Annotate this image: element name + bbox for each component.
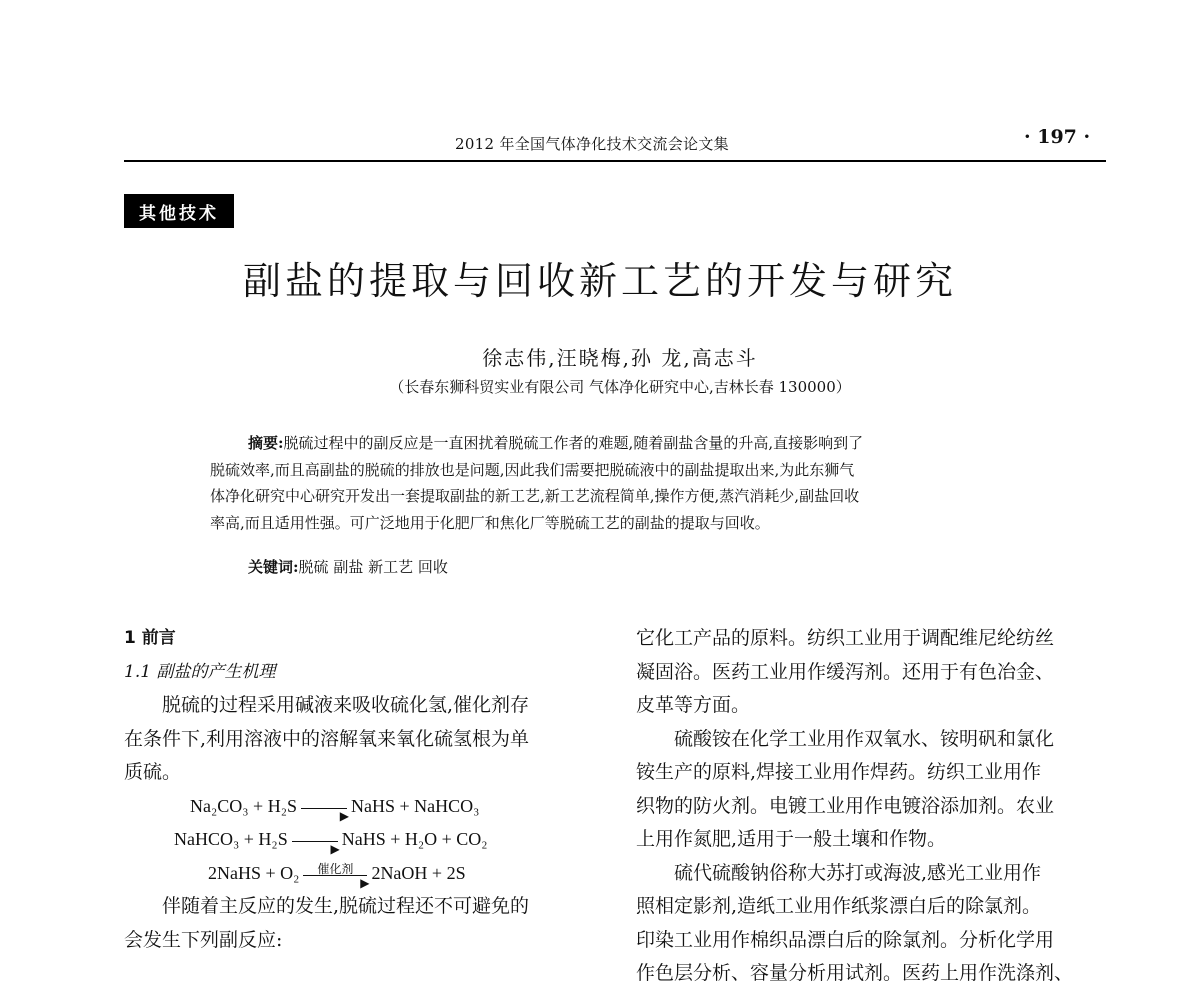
body-line: 脱硫的过程采用碱液来吸收硫化氢,催化剂存 bbox=[162, 694, 530, 716]
equation-1: Na₂CO₃ + H₂S ▶ NaHS + NaHCO₃ bbox=[190, 795, 480, 823]
paper-title: 副盐的提取与回收新工艺的开发与研究 bbox=[242, 259, 957, 303]
left-column bbox=[124, 622, 604, 957]
body-line: 硫代硫酸钠俗称大苏打或海波,感光工业用作 bbox=[674, 861, 1042, 884]
keywords bbox=[248, 556, 448, 577]
abstract bbox=[210, 430, 1032, 536]
body-line: 铵生产的原料,焊接工业用作焊药。纺织工业用作 bbox=[636, 761, 1042, 783]
affiliation: （长春东狮科贸实业有限公司 气体净化研究中心,吉林长春 130000） bbox=[389, 378, 851, 396]
reaction-arrow: 催化剂 ▶ bbox=[303, 873, 367, 876]
body-line: 作色层分析、容量分析用试剂。医药上用作洗涤剂、 bbox=[636, 962, 1074, 984]
body-line: 它化工产品的原料。纺织工业用于调配维尼纶纺丝 bbox=[636, 627, 1055, 649]
subsection-heading: 1.1 副盐的产生机理 bbox=[124, 661, 276, 682]
body-line: 照相定影剂,造纸工业用作纸浆漂白后的除氯剂。 bbox=[636, 895, 1042, 917]
body-line: 会发生下列副反应: bbox=[124, 928, 283, 951]
body-line: 伴随着主反应的发生,脱硫过程还不可避免的 bbox=[162, 895, 530, 917]
header-rule bbox=[124, 160, 1106, 162]
equation-2: NaHCO₃ + H₂S ▶ NaHS + H₂O + CO₂ bbox=[174, 829, 488, 857]
body-line: 织物的防火剂。电镀工业用作电镀浴添加剂。农业 bbox=[636, 794, 1055, 817]
journal-header: 2012 年全国气体净化技术交流会论文集 bbox=[455, 135, 729, 153]
body-line: 在条件下,利用溶液中的溶解氧来氧化硫氢根为单 bbox=[124, 727, 530, 750]
keywords-text: 脱硫 副盐 新工艺 回收 bbox=[298, 558, 448, 576]
section-heading: 1 前言 bbox=[124, 628, 176, 648]
abstract-line-1: 摘要:脱硫过程中的副反应是一直困扰着脱硫工作者的难题,随着副盐含量的升高,直接影响到了 bbox=[248, 434, 864, 452]
right-column bbox=[636, 622, 1108, 991]
reaction-arrow: ▶ bbox=[301, 806, 347, 809]
abstract-line-2: 脱硫效率,而且高副盐的脱硫的排放也是问题,因此我们需要把脱硫液中的副盐提取出来,为此东狮气 bbox=[210, 460, 855, 479]
keywords-label: 关键词: bbox=[248, 558, 299, 576]
body-line: 印染工业用作棉织品漂白后的除氯剂。分析化学用 bbox=[636, 928, 1055, 951]
body-line: 硫酸铵在化学工业用作双氧水、铵明矾和氯化 bbox=[674, 727, 1055, 750]
category-tag: 其他技术 bbox=[124, 194, 234, 228]
body-line: 凝固浴。医药工业用作缓泻剂。还用于有色冶金、 bbox=[636, 660, 1055, 683]
abstract-label: 摘要: bbox=[248, 434, 284, 452]
abstract-line-4: 率高,而且适用性强。可广泛地用于化肥厂和焦化厂等脱硫工艺的副盐的提取与回收。 bbox=[210, 513, 770, 532]
page-number: · 197 · bbox=[1024, 126, 1091, 148]
body-line: 质硫。 bbox=[124, 761, 182, 783]
body-line: 皮革等方面。 bbox=[636, 694, 751, 716]
reaction-arrow: ▶ bbox=[292, 839, 338, 842]
author-list: 徐志伟,汪晓梅,孙 龙,高志斗 bbox=[482, 346, 758, 370]
catalyst-label: 催化剂 bbox=[317, 861, 354, 876]
abstract-line-3: 体净化研究中心研究开发出一套提取副盐的新工艺,新工艺流程简单,操作方便,蒸汽消耗少,副盐回收 bbox=[210, 487, 860, 505]
equation-3: 2NaHS + O₂ 催化剂 ▶ 2NaOH + 2S bbox=[124, 857, 604, 891]
body-line: 上用作氮肥,适用于一般土壤和作物。 bbox=[636, 828, 947, 850]
